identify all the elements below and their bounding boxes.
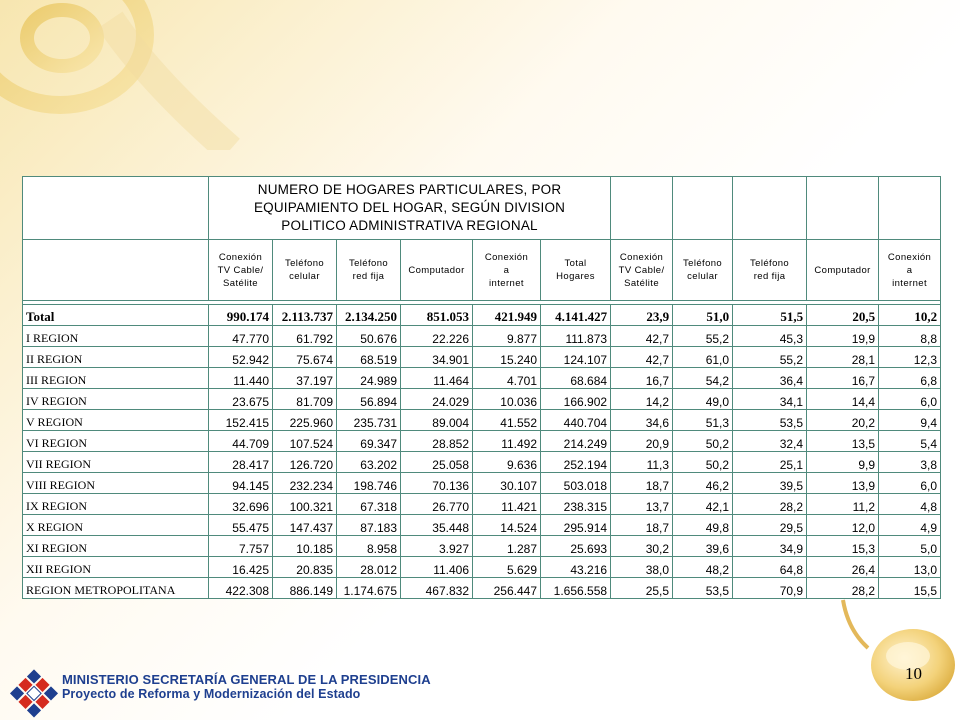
value-cell: 49,0 <box>673 389 733 410</box>
region-name-cell: XII REGION <box>23 557 209 578</box>
value-cell: 51,3 <box>673 410 733 431</box>
value-cell: 13,5 <box>807 431 879 452</box>
value-cell: 38,0 <box>611 557 673 578</box>
households-equipment-table-container <box>22 176 940 599</box>
value-cell: 94.145 <box>209 473 273 494</box>
value-cell: 49,8 <box>673 515 733 536</box>
value-cell: 886.149 <box>273 578 337 599</box>
at-sign-logo-decoration <box>0 0 260 150</box>
column-header-line: Teléfono <box>284 258 325 269</box>
value-cell: 8.958 <box>337 536 401 557</box>
column-header-line: Conexión <box>218 251 263 263</box>
value-cell: 225.960 <box>273 410 337 431</box>
column-header <box>807 240 879 301</box>
value-cell: 147.437 <box>273 515 337 536</box>
value-cell: 9.877 <box>473 326 541 347</box>
value-cell: 28.012 <box>337 557 401 578</box>
households-equipment-table <box>22 176 941 599</box>
value-cell: 166.902 <box>541 389 611 410</box>
region-name-cell: XI REGION <box>23 536 209 557</box>
value-cell: 990.174 <box>209 305 273 326</box>
value-cell: 64,8 <box>733 557 807 578</box>
value-cell: 12,3 <box>879 347 941 368</box>
value-cell: 4.701 <box>473 368 541 389</box>
value-cell: 89.004 <box>401 410 473 431</box>
value-cell: 68.519 <box>337 347 401 368</box>
table-row <box>23 452 941 473</box>
column-header-line: celular <box>687 271 718 282</box>
value-cell: 42,7 <box>611 326 673 347</box>
value-cell: 18,7 <box>611 473 673 494</box>
value-cell: 39,6 <box>673 536 733 557</box>
column-header <box>337 240 401 301</box>
value-cell: 10.036 <box>473 389 541 410</box>
project-name: Proyecto de Reforma y Modernización del Estado <box>62 687 361 701</box>
empty-title-cell <box>879 177 941 240</box>
value-cell: 252.194 <box>541 452 611 473</box>
column-header-line: TV Cable/ <box>217 264 264 276</box>
value-cell: 13,7 <box>611 494 673 515</box>
value-cell: 422.308 <box>209 578 273 599</box>
value-cell: 32,4 <box>733 431 807 452</box>
value-cell: 35.448 <box>401 515 473 536</box>
value-cell: 41.552 <box>473 410 541 431</box>
table-row <box>23 536 941 557</box>
column-header-line: internet <box>892 277 927 289</box>
value-cell: 48,2 <box>673 557 733 578</box>
table-row <box>23 368 941 389</box>
column-header <box>273 240 337 301</box>
column-header-line: Total <box>564 258 587 269</box>
value-cell: 2.113.737 <box>273 305 337 326</box>
value-cell: 55.475 <box>209 515 273 536</box>
column-header <box>473 240 541 301</box>
value-cell: 11.440 <box>209 368 273 389</box>
region-name-cell: X REGION <box>23 515 209 536</box>
empty-title-cell <box>611 177 673 240</box>
empty-header-corner <box>23 240 209 301</box>
value-cell: 28.852 <box>401 431 473 452</box>
value-cell: 14,4 <box>807 389 879 410</box>
table-title <box>209 177 611 240</box>
value-cell: 16,7 <box>611 368 673 389</box>
column-header <box>673 240 733 301</box>
column-header-line: red fija <box>352 271 385 282</box>
value-cell: 44.709 <box>209 431 273 452</box>
value-cell: 25.058 <box>401 452 473 473</box>
value-cell: 46,2 <box>673 473 733 494</box>
value-cell: 30,2 <box>611 536 673 557</box>
value-cell: 45,3 <box>733 326 807 347</box>
region-name-cell: Total <box>23 305 209 326</box>
value-cell: 235.731 <box>337 410 401 431</box>
region-name-cell: V REGION <box>23 410 209 431</box>
column-header-line: Teléfono <box>683 258 723 269</box>
value-cell: 232.234 <box>273 473 337 494</box>
column-header-line: Satélite <box>624 277 659 289</box>
value-cell: 69.347 <box>337 431 401 452</box>
value-cell: 11.464 <box>401 368 473 389</box>
value-cell: 54,2 <box>673 368 733 389</box>
column-header-line: Conexión <box>484 251 529 263</box>
column-header <box>209 240 273 301</box>
column-header-line: TV Cable/ <box>618 264 665 276</box>
value-cell: 4,9 <box>879 515 941 536</box>
value-cell: 53,5 <box>673 578 733 599</box>
value-cell: 50,2 <box>673 452 733 473</box>
column-header-line: Satélite <box>223 277 258 289</box>
value-cell: 29,5 <box>733 515 807 536</box>
table-row <box>23 389 941 410</box>
value-cell: 63.202 <box>337 452 401 473</box>
value-cell: 55,2 <box>673 326 733 347</box>
column-header-line: Conexión <box>887 251 932 263</box>
value-cell: 256.447 <box>473 578 541 599</box>
value-cell: 22.226 <box>401 326 473 347</box>
column-header-line: Teléfono <box>750 258 790 269</box>
column-header-line: a <box>906 264 913 276</box>
region-name-cell: II REGION <box>23 347 209 368</box>
value-cell: 2.134.250 <box>337 305 401 326</box>
value-cell: 238.315 <box>541 494 611 515</box>
value-cell: 36,4 <box>733 368 807 389</box>
value-cell: 28,1 <box>807 347 879 368</box>
value-cell: 11,3 <box>611 452 673 473</box>
value-cell: 10.185 <box>273 536 337 557</box>
region-name-cell: REGION METROPOLITANA <box>23 578 209 599</box>
value-cell: 3,8 <box>879 452 941 473</box>
ministry-name: MINISTERIO SECRETARÍA GENERAL DE LA PRESIDENCIA <box>62 672 431 687</box>
value-cell: 5,0 <box>879 536 941 557</box>
value-cell: 50,2 <box>673 431 733 452</box>
value-cell: 851.053 <box>401 305 473 326</box>
value-cell: 24.989 <box>337 368 401 389</box>
table-title-line: NUMERO DE HOGARES PARTICULARES, POR <box>257 182 562 197</box>
value-cell: 61,0 <box>673 347 733 368</box>
empty-title-cell <box>673 177 733 240</box>
value-cell: 7.757 <box>209 536 273 557</box>
region-name-cell: VI REGION <box>23 431 209 452</box>
value-cell: 87.183 <box>337 515 401 536</box>
value-cell: 16,7 <box>807 368 879 389</box>
value-cell: 24.029 <box>401 389 473 410</box>
value-cell: 34,6 <box>611 410 673 431</box>
value-cell: 440.704 <box>541 410 611 431</box>
value-cell: 20.835 <box>273 557 337 578</box>
value-cell: 18,7 <box>611 515 673 536</box>
computer-mouse-decoration <box>838 590 960 720</box>
value-cell: 16.425 <box>209 557 273 578</box>
value-cell: 15.240 <box>473 347 541 368</box>
value-cell: 421.949 <box>473 305 541 326</box>
value-cell: 19,9 <box>807 326 879 347</box>
empty-corner-cell <box>23 177 209 240</box>
column-header-line: celular <box>289 271 320 282</box>
column-header <box>733 240 807 301</box>
value-cell: 20,2 <box>807 410 879 431</box>
column-header <box>611 240 673 301</box>
value-cell: 28,2 <box>807 578 879 599</box>
value-cell: 11.421 <box>473 494 541 515</box>
value-cell: 1.656.558 <box>541 578 611 599</box>
table-row <box>23 494 941 515</box>
table-row <box>23 431 941 452</box>
value-cell: 11.406 <box>401 557 473 578</box>
value-cell: 25,1 <box>733 452 807 473</box>
table-row <box>23 515 941 536</box>
value-cell: 20,5 <box>807 305 879 326</box>
region-name-cell: IV REGION <box>23 389 209 410</box>
table-title-line: POLITICO ADMINISTRATIVA REGIONAL <box>281 218 538 233</box>
value-cell: 12,0 <box>807 515 879 536</box>
value-cell: 11,2 <box>807 494 879 515</box>
value-cell: 25.693 <box>541 536 611 557</box>
value-cell: 4,8 <box>879 494 941 515</box>
value-cell: 30.107 <box>473 473 541 494</box>
government-logo <box>8 666 60 718</box>
value-cell: 5.629 <box>473 557 541 578</box>
page-number: 10 <box>905 664 922 683</box>
value-cell: 28,2 <box>733 494 807 515</box>
value-cell: 3.927 <box>401 536 473 557</box>
column-header-line: Teléfono <box>348 258 389 269</box>
table-row <box>23 473 941 494</box>
value-cell: 34.901 <box>401 347 473 368</box>
column-header-line: Conexión <box>619 251 664 263</box>
value-cell: 43.216 <box>541 557 611 578</box>
value-cell: 42,1 <box>673 494 733 515</box>
value-cell: 51,0 <box>673 305 733 326</box>
table-row <box>23 578 941 599</box>
value-cell: 4.141.427 <box>541 305 611 326</box>
value-cell: 15,3 <box>807 536 879 557</box>
value-cell: 37.197 <box>273 368 337 389</box>
value-cell: 81.709 <box>273 389 337 410</box>
value-cell: 124.107 <box>541 347 611 368</box>
value-cell: 26,4 <box>807 557 879 578</box>
value-cell: 34,9 <box>733 536 807 557</box>
value-cell: 32.696 <box>209 494 273 515</box>
value-cell: 9,9 <box>807 452 879 473</box>
footer <box>62 672 431 702</box>
region-name-cell: VIII REGION <box>23 473 209 494</box>
value-cell: 20,9 <box>611 431 673 452</box>
region-name-cell: VII REGION <box>23 452 209 473</box>
value-cell: 467.832 <box>401 578 473 599</box>
total-row <box>23 305 941 326</box>
value-cell: 67.318 <box>337 494 401 515</box>
column-header <box>879 240 941 301</box>
value-cell: 70.136 <box>401 473 473 494</box>
value-cell: 14.524 <box>473 515 541 536</box>
value-cell: 295.914 <box>541 515 611 536</box>
column-header-line: red fija <box>753 271 786 282</box>
column-header-line: a <box>503 264 510 276</box>
value-cell: 503.018 <box>541 473 611 494</box>
value-cell: 6,0 <box>879 473 941 494</box>
empty-title-cell <box>807 177 879 240</box>
value-cell: 8,8 <box>879 326 941 347</box>
table-row <box>23 347 941 368</box>
value-cell: 75.674 <box>273 347 337 368</box>
value-cell: 107.524 <box>273 431 337 452</box>
value-cell: 1.174.675 <box>337 578 401 599</box>
value-cell: 100.321 <box>273 494 337 515</box>
value-cell: 9.636 <box>473 452 541 473</box>
value-cell: 5,4 <box>879 431 941 452</box>
value-cell: 9,4 <box>879 410 941 431</box>
value-cell: 50.676 <box>337 326 401 347</box>
region-name-cell: IX REGION <box>23 494 209 515</box>
value-cell: 70,9 <box>733 578 807 599</box>
value-cell: 14,2 <box>611 389 673 410</box>
value-cell: 42,7 <box>611 347 673 368</box>
value-cell: 26.770 <box>401 494 473 515</box>
value-cell: 152.415 <box>209 410 273 431</box>
value-cell: 34,1 <box>733 389 807 410</box>
column-header <box>401 240 473 301</box>
title-row <box>23 177 941 240</box>
value-cell: 68.684 <box>541 368 611 389</box>
region-name-cell: III REGION <box>23 368 209 389</box>
column-header-line: internet <box>489 277 524 289</box>
column-header <box>541 240 611 301</box>
value-cell: 28.417 <box>209 452 273 473</box>
value-cell: 11.492 <box>473 431 541 452</box>
value-cell: 111.873 <box>541 326 611 347</box>
value-cell: 39,5 <box>733 473 807 494</box>
value-cell: 6,8 <box>879 368 941 389</box>
column-header-row <box>23 240 941 301</box>
value-cell: 13,0 <box>879 557 941 578</box>
value-cell: 23.675 <box>209 389 273 410</box>
value-cell: 51,5 <box>733 305 807 326</box>
value-cell: 56.894 <box>337 389 401 410</box>
column-header-line: Computador <box>814 264 871 276</box>
column-header-line: Computador <box>408 264 465 276</box>
value-cell: 47.770 <box>209 326 273 347</box>
value-cell: 13,9 <box>807 473 879 494</box>
value-cell: 23,9 <box>611 305 673 326</box>
value-cell: 25,5 <box>611 578 673 599</box>
value-cell: 6,0 <box>879 389 941 410</box>
table-row <box>23 557 941 578</box>
value-cell: 53,5 <box>733 410 807 431</box>
value-cell: 15,5 <box>879 578 941 599</box>
value-cell: 1.287 <box>473 536 541 557</box>
column-header-line: Hogares <box>556 271 595 282</box>
value-cell: 10,2 <box>879 305 941 326</box>
table-row <box>23 410 941 431</box>
region-name-cell: I REGION <box>23 326 209 347</box>
value-cell: 55,2 <box>733 347 807 368</box>
table-row <box>23 326 941 347</box>
value-cell: 214.249 <box>541 431 611 452</box>
empty-title-cell <box>733 177 807 240</box>
value-cell: 126.720 <box>273 452 337 473</box>
value-cell: 198.746 <box>337 473 401 494</box>
value-cell: 52.942 <box>209 347 273 368</box>
table-title-line: EQUIPAMIENTO DEL HOGAR, SEGÚN DIVISION <box>253 200 566 215</box>
value-cell: 61.792 <box>273 326 337 347</box>
